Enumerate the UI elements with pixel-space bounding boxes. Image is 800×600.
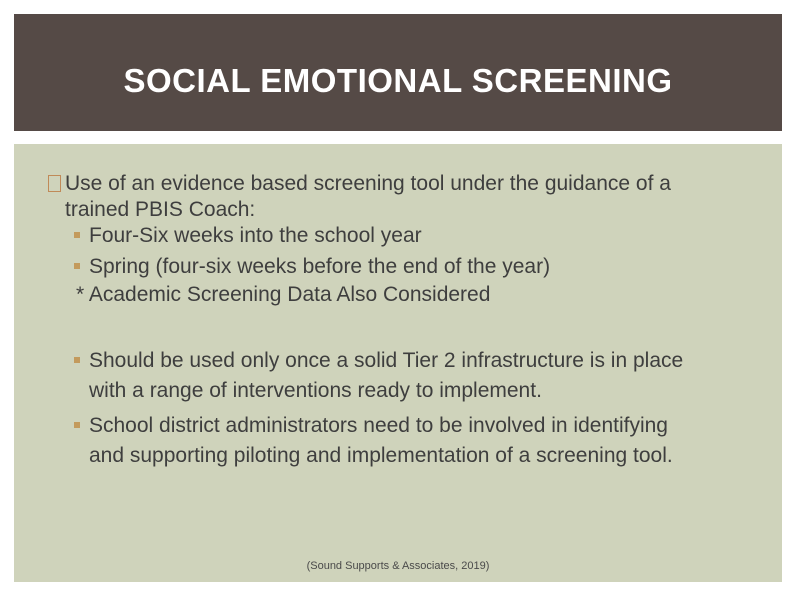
- sub-bullet-line-2: and supporting piloting and implementation of a screening tool.: [89, 444, 673, 467]
- sub-bullet-line-1: School district administrators need to be involved in identifying: [89, 414, 668, 437]
- sub-bullet-3: [74, 346, 764, 406]
- sub-bullet-text: Spring (four-six weeks before the end of the year): [89, 255, 551, 278]
- main-bullet-line-1: Use of an evidence based screening tool under the guidance of a: [65, 172, 671, 195]
- main-bullet: [48, 171, 768, 223]
- square-bullet-icon: [74, 263, 80, 269]
- academic-note: * Academic Screening Data Also Considered: [76, 283, 491, 306]
- content-panel: [14, 144, 782, 582]
- square-bullet-icon: [74, 232, 80, 238]
- citation: (Sound Supports & Associates, 2019): [306, 560, 490, 572]
- square-bullet-icon: [74, 357, 80, 363]
- sub-bullet-line-2: with a range of interventions ready to implement.: [89, 379, 542, 402]
- bullet-box-icon: [48, 175, 61, 192]
- sub-bullet-1: [74, 221, 764, 251]
- main-bullet-line-2: trained PBIS Coach:: [65, 198, 256, 221]
- sub-bullet-line-1: Should be used only once a solid Tier 2 infrastructure is in place: [89, 349, 684, 372]
- sub-bullet-text: Four-Six weeks into the school year: [89, 224, 422, 247]
- title-bar: [14, 14, 782, 131]
- slide-title: SOCIAL EMOTIONAL SCREENING: [123, 61, 673, 99]
- sub-bullet-2: [74, 252, 764, 282]
- sub-bullet-4: [74, 411, 764, 471]
- square-bullet-icon: [74, 422, 80, 428]
